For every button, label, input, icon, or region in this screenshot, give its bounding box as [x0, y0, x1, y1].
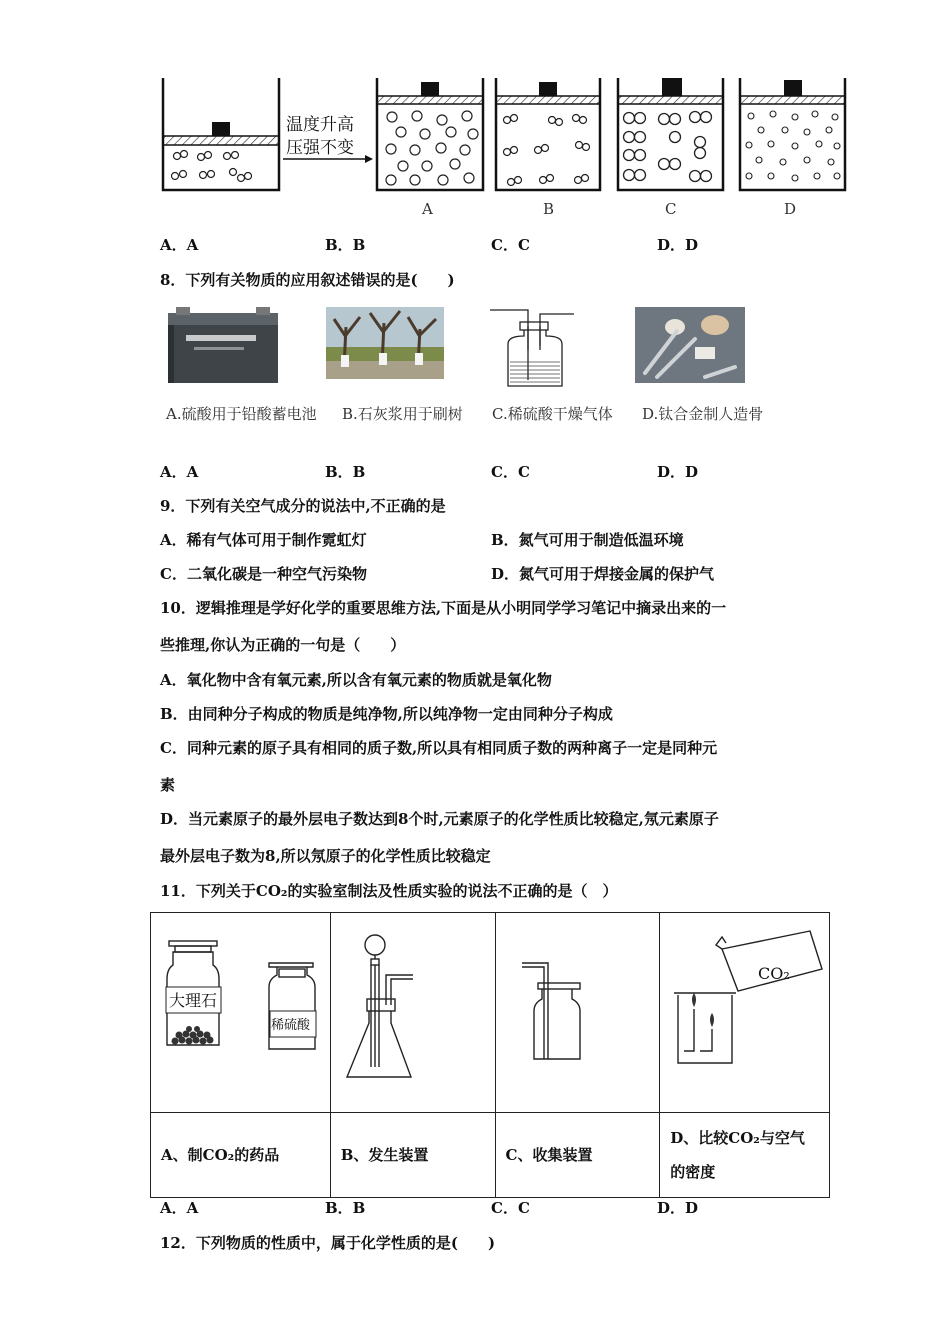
q10-option-b[interactable]: B．由同种分子构成的物质是纯净物,所以纯净物一定由同种分子构成: [160, 705, 613, 723]
reagent-bottles: [151, 913, 329, 1108]
q8-option-c[interactable]: C．C: [491, 463, 530, 481]
titanium-bone-image: [635, 307, 745, 383]
q10-option-d-line2[interactable]: 最外层电子数为8,所以氖原子的化学性质比较稳定: [160, 847, 491, 865]
q11-stem: 11．下列关于CO₂的实验室制法及性质实验的说法不正确的是（ ）: [160, 882, 618, 900]
q8-caption-d: D.钛合金制人造骨: [642, 405, 764, 423]
q7-option-c[interactable]: C．C: [491, 236, 530, 254]
trees-image: [326, 307, 444, 379]
q10-stem-line1: 10．逻辑推理是学好化学的重要思维方法,下面是从小明同学学习笔记中摘录出来的一: [160, 599, 727, 617]
q8-caption-b: B.石灰浆用于刷树: [342, 405, 463, 423]
q10-stem-line2: 些推理,你认为正确的一句是（ ）: [160, 636, 406, 654]
container-c: [618, 78, 723, 190]
q9-option-a[interactable]: A．稀有气体可用于制作霓虹灯: [160, 531, 367, 549]
container-a: [377, 78, 483, 190]
density-comparison: [660, 913, 828, 1108]
q7-option-a[interactable]: A．A: [160, 236, 199, 254]
fig-label-b: B: [543, 200, 555, 218]
q11-cell-c-caption: C、收集装置: [495, 1113, 660, 1198]
q11-cell-d-line1: D、比较CO₂与空气: [670, 1129, 805, 1147]
container-b: [496, 78, 600, 190]
q9-option-d[interactable]: D．氮气可用于焊接金属的保护气: [491, 565, 715, 583]
q10-option-d-line1[interactable]: D．当元素原子的最外层电子数达到8个时,元素原子的化学性质比较稳定,氖元素原子: [160, 810, 719, 828]
q9-stem: 9．下列有关空气成分的说法中,不正确的是: [160, 497, 446, 515]
fig-label-a: A: [422, 200, 433, 218]
q7-figure: [155, 70, 855, 230]
q8-caption-c: C.稀硫酸干燥气体: [492, 405, 613, 423]
gas-drying-bottle: [488, 306, 578, 390]
q8-caption-a: A.硫酸用于铅酸蓄电池: [166, 405, 317, 423]
q8-option-b[interactable]: B．B: [325, 463, 366, 481]
q10-option-c-line2[interactable]: 素: [160, 776, 176, 794]
q11-cell-a-figure: [151, 913, 331, 1113]
container-d: [740, 78, 845, 190]
battery-image: [166, 307, 281, 385]
q7-option-d[interactable]: D．D: [657, 236, 699, 254]
q11-cell-d-figure: [660, 913, 830, 1113]
q8-option-a[interactable]: A．A: [160, 463, 199, 481]
q11-cell-d-caption: [660, 1113, 830, 1198]
q8-stem: 8．下列有关物质的应用叙述错误的是( ): [160, 271, 455, 289]
fig-label-c: C: [665, 200, 677, 218]
q11-cell-c-figure: [495, 913, 660, 1113]
bottle1-label: 大理石: [169, 991, 218, 1010]
collection-apparatus: [496, 913, 659, 1108]
bottle2-label: 稀硫酸: [271, 1018, 311, 1033]
generation-apparatus: [331, 913, 494, 1108]
co2-label: CO₂: [758, 964, 791, 983]
q11-cell-b-caption: B、发生装置: [330, 1113, 495, 1198]
q9-option-b[interactable]: B．氮气可用于制造低温环境: [491, 531, 684, 549]
arrow-text-2: 压强不变: [286, 138, 354, 158]
q11-option-b[interactable]: B．B: [325, 1199, 366, 1217]
q12-stem: 12．下列物质的性质中，属于化学性质的是( ): [160, 1234, 496, 1252]
q7-option-b[interactable]: B．B: [325, 236, 366, 254]
q11-cell-b-figure: [330, 913, 495, 1113]
q11-cell-d-line2: 的密度: [670, 1163, 716, 1181]
q10-option-a[interactable]: A．氧化物中含有氧元素,所以含有氧元素的物质就是氧化物: [160, 671, 552, 689]
q11-option-d[interactable]: D．D: [657, 1199, 699, 1217]
q11-option-c[interactable]: C．C: [491, 1199, 530, 1217]
q10-option-c-line1[interactable]: C．同种元素的原子具有相同的质子数,所以具有相同质子数的两种离子一定是同种元: [160, 739, 718, 757]
q9-option-c[interactable]: C．二氧化碳是一种空气污染物: [160, 565, 367, 583]
q11-table: [150, 912, 830, 1198]
arrow-text-1: 温度升高: [286, 115, 354, 135]
fig-label-d: D: [784, 200, 797, 218]
q11-option-a[interactable]: A．A: [160, 1199, 199, 1217]
q11-cell-a-caption: A、制CO₂的药品: [151, 1113, 331, 1198]
q8-option-d[interactable]: D．D: [657, 463, 699, 481]
initial-container: [163, 78, 279, 190]
